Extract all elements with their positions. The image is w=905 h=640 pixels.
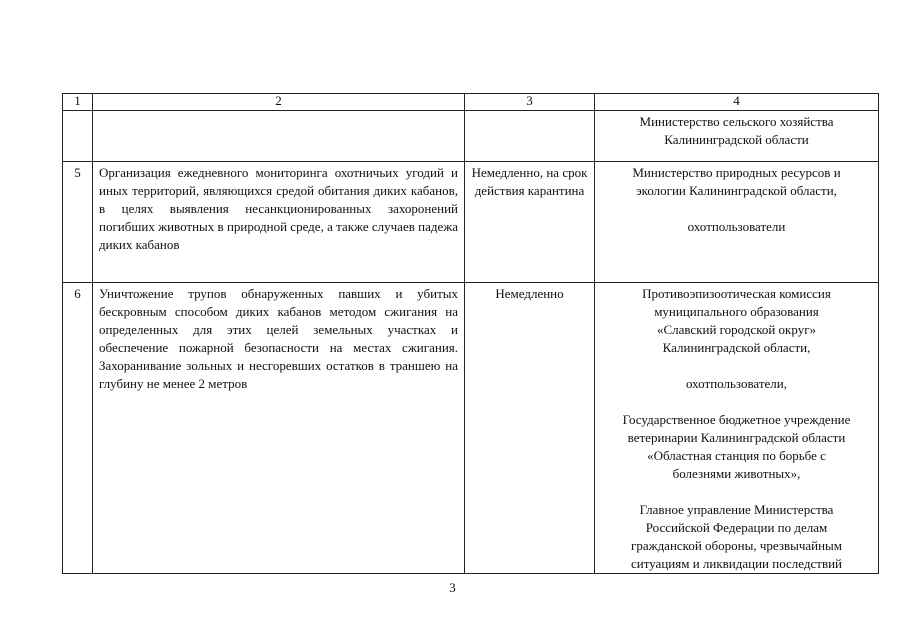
header-col-1: 1: [63, 94, 93, 111]
table-row: [63, 162, 879, 283]
responsible-line: Министерство природных ресурсов и: [632, 165, 841, 180]
responsible-gap: [601, 483, 872, 501]
continuation-row: [63, 111, 879, 162]
cont-num-cell: [63, 111, 93, 162]
task-cell: Организация ежедневного мониторинга охотничьих угодий и иных территорий, являющихся средой обитания диких кабанов, в целях выявления несанкционированных захоронений погибших животных в природной среде, а также случаев падежа диких кабанов: [93, 162, 465, 283]
responsible-cell: [595, 162, 879, 283]
page-number: 3: [449, 580, 456, 595]
task-cell: Уничтожение трупов обнаруженных павших и убитых бескровным способом диких кабанов методом сжигания на определенных для этих целей земельных участках и обеспечение пожарной безопасности на местах сжигания. Захоранивание зольных и несгоревших остатков в траншею на глубину не менее 2 метров: [93, 283, 465, 574]
responsible-line: гражданской обороны, чрезвычайным: [630, 538, 843, 553]
cont-responsible-cell: [595, 111, 879, 162]
responsible-line: Министерство сельского хозяйства: [639, 114, 834, 129]
responsible-line: Российской Федерации по делам: [645, 520, 828, 535]
responsible-line: муниципального образования: [654, 304, 819, 319]
responsible-gap: [601, 200, 872, 218]
responsible-line: ветеринарии Калининградской области: [627, 430, 846, 445]
responsible-line: болезнями животных»,: [672, 466, 801, 481]
responsible-line: «Славский городской округ»: [656, 322, 817, 337]
responsible-line: Калининградской области: [664, 132, 809, 147]
responsible-line: экологии Калининградской области,: [636, 183, 837, 198]
responsible-cell: [595, 283, 879, 574]
responsible-line: охотпользователи,: [686, 376, 787, 391]
table-row: [63, 283, 879, 574]
header-row: [63, 94, 879, 111]
responsible-gap: [601, 357, 872, 375]
term-cell: Немедленно, на срок действия карантина: [465, 162, 595, 283]
measures-table: [62, 93, 879, 574]
responsible-line: Главное управление Министерства: [639, 502, 834, 517]
term-cell: Немедленно: [465, 283, 595, 574]
responsible-line: охотпользователи: [687, 219, 786, 234]
responsible-line: Государственное бюджетное учреждение: [622, 412, 851, 427]
row-number: 5: [63, 162, 93, 283]
responsible-line: Калининградской области,: [662, 340, 811, 355]
responsible-line: Противоэпизоотическая комиссия: [642, 286, 831, 301]
row-number: 6: [63, 283, 93, 574]
responsible-gap: [601, 393, 872, 411]
responsible-line: «Областная станция по борьбе с: [647, 448, 826, 463]
header-col-2: 2: [93, 94, 465, 111]
cont-task-cell: [93, 111, 465, 162]
header-col-3: 3: [465, 94, 595, 111]
header-col-4: 4: [595, 94, 879, 111]
cont-term-cell: [465, 111, 595, 162]
responsible-line: ситуациям и ликвидации последствий: [630, 556, 843, 571]
